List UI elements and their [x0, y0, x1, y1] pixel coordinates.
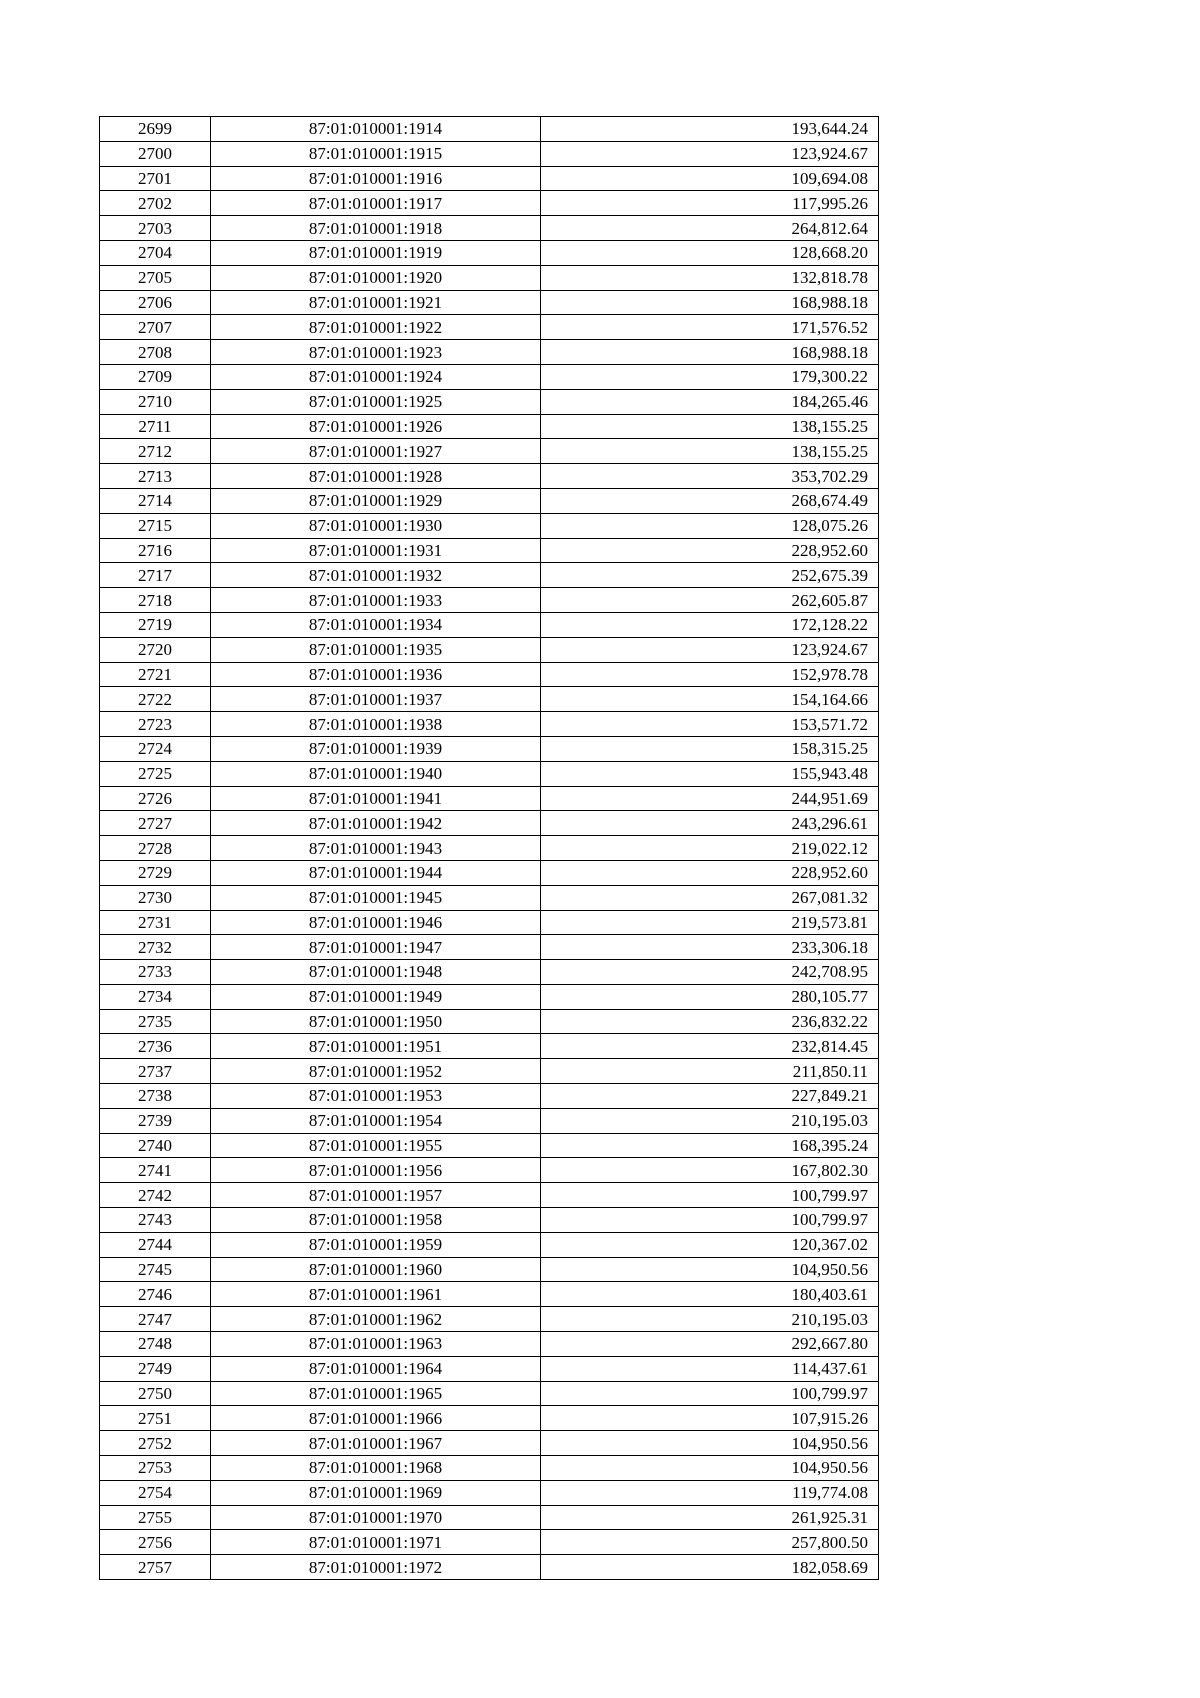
table-row [100, 910, 879, 935]
table-row [100, 315, 879, 340]
value-cell: 228,952.60 [541, 860, 879, 885]
cadastral-number-cell: 87:01:010001:1972 [211, 1555, 541, 1580]
row-number-cell: 2744 [100, 1232, 211, 1257]
value-cell: 128,668.20 [541, 240, 879, 265]
value-cell: 128,075.26 [541, 513, 879, 538]
table-row [100, 1084, 879, 1109]
row-number-cell: 2735 [100, 1009, 211, 1034]
cadastral-number-cell: 87:01:010001:1954 [211, 1108, 541, 1133]
row-number-cell: 2746 [100, 1282, 211, 1307]
row-number-cell: 2730 [100, 885, 211, 910]
table-row [100, 1505, 879, 1530]
cadastral-number-cell: 87:01:010001:1935 [211, 637, 541, 662]
cadastral-number-cell: 87:01:010001:1939 [211, 736, 541, 761]
table-row [100, 414, 879, 439]
cadastral-number-cell: 87:01:010001:1942 [211, 811, 541, 836]
table-row [100, 1108, 879, 1133]
value-cell: 100,799.97 [541, 1183, 879, 1208]
value-cell: 132,818.78 [541, 265, 879, 290]
row-number-cell: 2706 [100, 290, 211, 315]
value-cell: 353,702.29 [541, 464, 879, 489]
cadastral-number-cell: 87:01:010001:1969 [211, 1480, 541, 1505]
row-number-cell: 2738 [100, 1084, 211, 1109]
cadastral-number-cell: 87:01:010001:1968 [211, 1456, 541, 1481]
row-number-cell: 2747 [100, 1307, 211, 1332]
table-row [100, 1208, 879, 1233]
cadastral-number-cell: 87:01:010001:1966 [211, 1406, 541, 1431]
value-cell: 104,950.56 [541, 1257, 879, 1282]
value-cell: 155,943.48 [541, 761, 879, 786]
value-cell: 100,799.97 [541, 1381, 879, 1406]
row-number-cell: 2722 [100, 687, 211, 712]
table-row [100, 860, 879, 885]
value-cell: 292,667.80 [541, 1332, 879, 1357]
cadastral-number-cell: 87:01:010001:1926 [211, 414, 541, 439]
table-row [100, 662, 879, 687]
table-row [100, 811, 879, 836]
table-row [100, 1232, 879, 1257]
row-number-cell: 2725 [100, 761, 211, 786]
cadastral-number-cell: 87:01:010001:1914 [211, 117, 541, 142]
table-row [100, 1009, 879, 1034]
value-cell: 138,155.25 [541, 414, 879, 439]
value-cell: 252,675.39 [541, 563, 879, 588]
cadastral-number-cell: 87:01:010001:1931 [211, 538, 541, 563]
value-cell: 100,799.97 [541, 1208, 879, 1233]
table-row [100, 1431, 879, 1456]
value-cell: 228,952.60 [541, 538, 879, 563]
cadastral-number-cell: 87:01:010001:1938 [211, 712, 541, 737]
row-number-cell: 2724 [100, 736, 211, 761]
cadastral-number-cell: 87:01:010001:1928 [211, 464, 541, 489]
row-number-cell: 2713 [100, 464, 211, 489]
value-cell: 264,812.64 [541, 216, 879, 241]
value-cell: 123,924.67 [541, 141, 879, 166]
cadastral-number-cell: 87:01:010001:1940 [211, 761, 541, 786]
cadastral-number-cell: 87:01:010001:1916 [211, 166, 541, 191]
cadastral-number-cell: 87:01:010001:1941 [211, 786, 541, 811]
row-number-cell: 2718 [100, 588, 211, 613]
row-number-cell: 2741 [100, 1158, 211, 1183]
table-row [100, 1059, 879, 1084]
row-number-cell: 2754 [100, 1480, 211, 1505]
cadastral-number-cell: 87:01:010001:1917 [211, 191, 541, 216]
row-number-cell: 2742 [100, 1183, 211, 1208]
cadastral-number-cell: 87:01:010001:1919 [211, 240, 541, 265]
table-row [100, 1406, 879, 1431]
row-number-cell: 2702 [100, 191, 211, 216]
value-cell: 244,951.69 [541, 786, 879, 811]
row-number-cell: 2716 [100, 538, 211, 563]
row-number-cell: 2710 [100, 389, 211, 414]
value-cell: 104,950.56 [541, 1431, 879, 1456]
cadastral-number-cell: 87:01:010001:1963 [211, 1332, 541, 1357]
cadastral-number-cell: 87:01:010001:1957 [211, 1183, 541, 1208]
value-cell: 179,300.22 [541, 364, 879, 389]
row-number-cell: 2717 [100, 563, 211, 588]
value-cell: 109,694.08 [541, 166, 879, 191]
table-row [100, 389, 879, 414]
cadastral-number-cell: 87:01:010001:1948 [211, 960, 541, 985]
cadastral-number-cell: 87:01:010001:1921 [211, 290, 541, 315]
table-row [100, 935, 879, 960]
table-row [100, 612, 879, 637]
table-row [100, 1257, 879, 1282]
cadastral-number-cell: 87:01:010001:1951 [211, 1034, 541, 1059]
table-row [100, 513, 879, 538]
table-row [100, 439, 879, 464]
table-row [100, 1480, 879, 1505]
cadastral-number-cell: 87:01:010001:1934 [211, 612, 541, 637]
row-number-cell: 2705 [100, 265, 211, 290]
row-number-cell: 2750 [100, 1381, 211, 1406]
value-cell: 211,850.11 [541, 1059, 879, 1084]
value-cell: 168,988.18 [541, 290, 879, 315]
cadastral-number-cell: 87:01:010001:1960 [211, 1257, 541, 1282]
value-cell: 232,814.45 [541, 1034, 879, 1059]
cadastral-number-cell: 87:01:010001:1965 [211, 1381, 541, 1406]
row-number-cell: 2749 [100, 1356, 211, 1381]
cadastral-number-cell: 87:01:010001:1945 [211, 885, 541, 910]
value-cell: 261,925.31 [541, 1505, 879, 1530]
table-row [100, 1456, 879, 1481]
row-number-cell: 2752 [100, 1431, 211, 1456]
table-row [100, 712, 879, 737]
row-number-cell: 2727 [100, 811, 211, 836]
row-number-cell: 2723 [100, 712, 211, 737]
cadastral-number-cell: 87:01:010001:1944 [211, 860, 541, 885]
table-row [100, 1356, 879, 1381]
value-cell: 233,306.18 [541, 935, 879, 960]
cadastral-number-cell: 87:01:010001:1924 [211, 364, 541, 389]
row-number-cell: 2704 [100, 240, 211, 265]
table-row [100, 1307, 879, 1332]
value-cell: 193,644.24 [541, 117, 879, 142]
row-number-cell: 2709 [100, 364, 211, 389]
row-number-cell: 2739 [100, 1108, 211, 1133]
cadastral-number-cell: 87:01:010001:1923 [211, 340, 541, 365]
table-row [100, 216, 879, 241]
row-number-cell: 2751 [100, 1406, 211, 1431]
value-cell: 120,367.02 [541, 1232, 879, 1257]
cadastral-number-cell: 87:01:010001:1959 [211, 1232, 541, 1257]
row-number-cell: 2745 [100, 1257, 211, 1282]
cadastral-number-cell: 87:01:010001:1918 [211, 216, 541, 241]
table-row [100, 1530, 879, 1555]
table-row [100, 1282, 879, 1307]
value-cell: 243,296.61 [541, 811, 879, 836]
row-number-cell: 2734 [100, 984, 211, 1009]
row-number-cell: 2700 [100, 141, 211, 166]
row-number-cell: 2755 [100, 1505, 211, 1530]
table-row [100, 1332, 879, 1357]
value-cell: 257,800.50 [541, 1530, 879, 1555]
table-row [100, 117, 879, 142]
value-cell: 152,978.78 [541, 662, 879, 687]
cadastral-number-cell: 87:01:010001:1927 [211, 439, 541, 464]
table-row [100, 290, 879, 315]
table-row [100, 786, 879, 811]
cadastral-number-cell: 87:01:010001:1933 [211, 588, 541, 613]
row-number-cell: 2753 [100, 1456, 211, 1481]
value-cell: 227,849.21 [541, 1084, 879, 1109]
table-row [100, 885, 879, 910]
table-row [100, 563, 879, 588]
value-cell: 236,832.22 [541, 1009, 879, 1034]
table-row [100, 836, 879, 861]
value-cell: 210,195.03 [541, 1108, 879, 1133]
cadastral-number-cell: 87:01:010001:1967 [211, 1431, 541, 1456]
value-cell: 138,155.25 [541, 439, 879, 464]
value-cell: 172,128.22 [541, 612, 879, 637]
row-number-cell: 2699 [100, 117, 211, 142]
table-row [100, 191, 879, 216]
value-cell: 117,995.26 [541, 191, 879, 216]
cadastral-number-cell: 87:01:010001:1932 [211, 563, 541, 588]
row-number-cell: 2721 [100, 662, 211, 687]
value-cell: 168,988.18 [541, 340, 879, 365]
value-cell: 154,164.66 [541, 687, 879, 712]
cadastral-number-cell: 87:01:010001:1943 [211, 836, 541, 861]
table-row [100, 240, 879, 265]
value-cell: 167,802.30 [541, 1158, 879, 1183]
row-number-cell: 2714 [100, 488, 211, 513]
cadastral-number-cell: 87:01:010001:1964 [211, 1356, 541, 1381]
value-cell: 171,576.52 [541, 315, 879, 340]
value-cell: 262,605.87 [541, 588, 879, 613]
table-row [100, 1133, 879, 1158]
row-number-cell: 2703 [100, 216, 211, 241]
value-cell: 119,774.08 [541, 1480, 879, 1505]
cadastral-number-cell: 87:01:010001:1929 [211, 488, 541, 513]
row-number-cell: 2743 [100, 1208, 211, 1233]
row-number-cell: 2731 [100, 910, 211, 935]
table-row [100, 340, 879, 365]
row-number-cell: 2708 [100, 340, 211, 365]
cadastral-number-cell: 87:01:010001:1953 [211, 1084, 541, 1109]
table-row [100, 1034, 879, 1059]
cadastral-number-cell: 87:01:010001:1946 [211, 910, 541, 935]
row-number-cell: 2715 [100, 513, 211, 538]
table-row [100, 464, 879, 489]
cadastral-number-cell: 87:01:010001:1947 [211, 935, 541, 960]
row-number-cell: 2729 [100, 860, 211, 885]
row-number-cell: 2719 [100, 612, 211, 637]
row-number-cell: 2748 [100, 1332, 211, 1357]
row-number-cell: 2737 [100, 1059, 211, 1084]
value-cell: 153,571.72 [541, 712, 879, 737]
table-row [100, 1183, 879, 1208]
value-cell: 158,315.25 [541, 736, 879, 761]
cadastral-number-cell: 87:01:010001:1950 [211, 1009, 541, 1034]
value-cell: 242,708.95 [541, 960, 879, 985]
cadastral-number-cell: 87:01:010001:1952 [211, 1059, 541, 1084]
cadastral-number-cell: 87:01:010001:1937 [211, 687, 541, 712]
row-number-cell: 2740 [100, 1133, 211, 1158]
value-cell: 107,915.26 [541, 1406, 879, 1431]
row-number-cell: 2757 [100, 1555, 211, 1580]
value-cell: 168,395.24 [541, 1133, 879, 1158]
row-number-cell: 2732 [100, 935, 211, 960]
value-cell: 280,105.77 [541, 984, 879, 1009]
row-number-cell: 2726 [100, 786, 211, 811]
cadastral-number-cell: 87:01:010001:1961 [211, 1282, 541, 1307]
table-body [100, 117, 879, 1580]
table-row [100, 761, 879, 786]
value-cell: 123,924.67 [541, 637, 879, 662]
table-row [100, 1555, 879, 1580]
value-cell: 267,081.32 [541, 885, 879, 910]
value-cell: 219,573.81 [541, 910, 879, 935]
table-row [100, 736, 879, 761]
row-number-cell: 2707 [100, 315, 211, 340]
table-row [100, 265, 879, 290]
value-cell: 182,058.69 [541, 1555, 879, 1580]
table-row [100, 687, 879, 712]
cadastral-number-cell: 87:01:010001:1955 [211, 1133, 541, 1158]
cadastral-number-cell: 87:01:010001:1956 [211, 1158, 541, 1183]
cadastral-number-cell: 87:01:010001:1970 [211, 1505, 541, 1530]
table-row [100, 166, 879, 191]
row-number-cell: 2720 [100, 637, 211, 662]
cadastral-number-cell: 87:01:010001:1920 [211, 265, 541, 290]
table-row [100, 364, 879, 389]
cadastral-number-cell: 87:01:010001:1915 [211, 141, 541, 166]
table-row [100, 637, 879, 662]
value-cell: 268,674.49 [541, 488, 879, 513]
cadastral-number-cell: 87:01:010001:1971 [211, 1530, 541, 1555]
row-number-cell: 2756 [100, 1530, 211, 1555]
table-row [100, 1381, 879, 1406]
value-cell: 184,265.46 [541, 389, 879, 414]
value-cell: 104,950.56 [541, 1456, 879, 1481]
cadastral-value-table [99, 116, 879, 1580]
cadastral-number-cell: 87:01:010001:1922 [211, 315, 541, 340]
cadastral-number-cell: 87:01:010001:1962 [211, 1307, 541, 1332]
cadastral-number-cell: 87:01:010001:1936 [211, 662, 541, 687]
row-number-cell: 2728 [100, 836, 211, 861]
cadastral-number-cell: 87:01:010001:1930 [211, 513, 541, 538]
cadastral-number-cell: 87:01:010001:1925 [211, 389, 541, 414]
cadastral-number-cell: 87:01:010001:1949 [211, 984, 541, 1009]
row-number-cell: 2712 [100, 439, 211, 464]
table-row [100, 141, 879, 166]
row-number-cell: 2711 [100, 414, 211, 439]
table-row [100, 984, 879, 1009]
value-cell: 180,403.61 [541, 1282, 879, 1307]
row-number-cell: 2736 [100, 1034, 211, 1059]
cadastral-number-cell: 87:01:010001:1958 [211, 1208, 541, 1233]
table-row [100, 488, 879, 513]
value-cell: 114,437.61 [541, 1356, 879, 1381]
row-number-cell: 2701 [100, 166, 211, 191]
row-number-cell: 2733 [100, 960, 211, 985]
table-row [100, 538, 879, 563]
table-row [100, 588, 879, 613]
value-cell: 210,195.03 [541, 1307, 879, 1332]
value-cell: 219,022.12 [541, 836, 879, 861]
table-row [100, 960, 879, 985]
table-row [100, 1158, 879, 1183]
